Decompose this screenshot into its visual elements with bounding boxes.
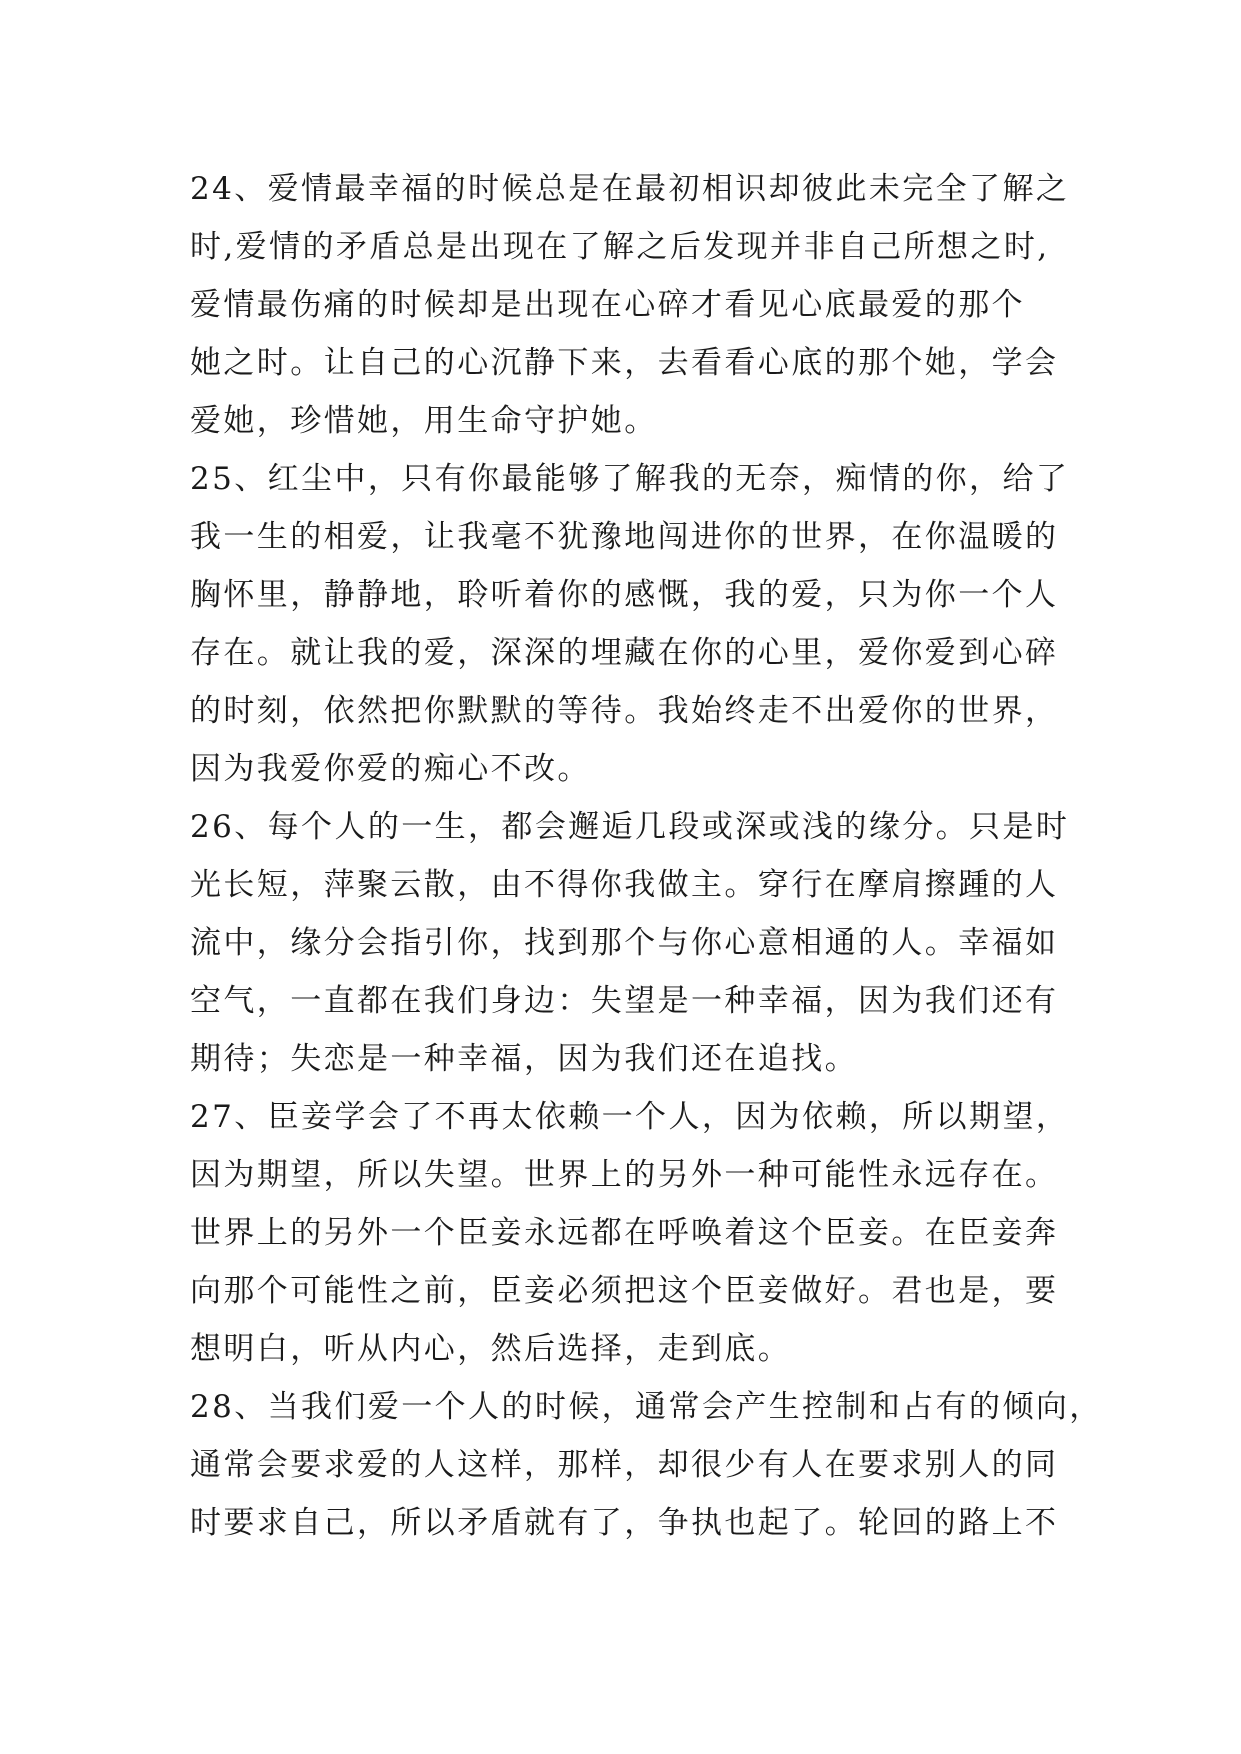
text-line: 向那个可能性之前，臣妾必须把这个臣妾做好。君也是，要 xyxy=(190,1273,1059,1309)
text-line: 存在。就让我的爱，深深的埋藏在你的心里，爱你爱到心碎 xyxy=(190,635,1059,671)
text-line: 因为期望，所以失望。世界上的另外一种可能性永远存在。 xyxy=(190,1157,1059,1193)
text-line: 28、当我们爱一个人的时候，通常会产生控制和占有的倾向， xyxy=(190,1389,1103,1425)
text-line: 我一生的相爱，让我毫不犹豫地闯进你的世界，在你温暖的 xyxy=(190,519,1059,555)
text-line: 25、红尘中，只有你最能够了解我的无奈，痴情的你，给了 xyxy=(190,461,1070,497)
text-line: 24、爱情最幸福的时候总是在最初相识却彼此未完全了解之 xyxy=(190,171,1070,207)
text-line: 流中，缘分会指引你，找到那个与你心意相通的人。幸福如 xyxy=(190,925,1059,961)
text-line: 26、每个人的一生，都会邂逅几段或深或浅的缘分。只是时 xyxy=(190,809,1070,845)
text-line: 的时刻，依然把你默默的等待。我始终走不出爱你的世界， xyxy=(190,693,1059,729)
text-line: 胸怀里，静静地，聆听着你的感慨，我的爱，只为你一个人 xyxy=(190,577,1059,613)
text-line: 27、臣妾学会了不再太依赖一个人，因为依赖，所以期望， xyxy=(190,1099,1070,1135)
text-line: 期待；失恋是一种幸福，因为我们还在追找。 xyxy=(190,1041,858,1077)
text-line: 通常会要求爱的人这样，那样，却很少有人在要求别人的同 xyxy=(190,1447,1059,1483)
text-line: 时要求自己，所以矛盾就有了，争执也起了。轮回的路上不 xyxy=(190,1505,1059,1541)
text-line: 时,爱情的矛盾总是出现在了解之后发现并非自己所想之时, xyxy=(190,229,1050,265)
text-line: 空气，一直都在我们身边：失望是一种幸福，因为我们还有 xyxy=(190,983,1059,1019)
document-body xyxy=(190,160,1103,1552)
text-line: 爱她，珍惜她，用生命守护她。 xyxy=(190,403,658,439)
text-line: 爱情最伤痛的时候却是出现在心碎才看见心底最爱的那个 xyxy=(190,287,1025,323)
text-line: 想明白，听从内心，然后选择，走到底。 xyxy=(190,1331,792,1367)
text-line: 光长短，萍聚云散，由不得你我做主。穿行在摩肩擦踵的人 xyxy=(190,867,1059,903)
text-line: 世界上的另外一个臣妾永远都在呼唤着这个臣妾。在臣妾奔 xyxy=(190,1215,1059,1251)
text-line: 她之时。让自己的心沉静下来，去看看心底的那个她，学会 xyxy=(190,345,1059,381)
text-line: 因为我爱你爱的痴心不改。 xyxy=(190,751,591,787)
